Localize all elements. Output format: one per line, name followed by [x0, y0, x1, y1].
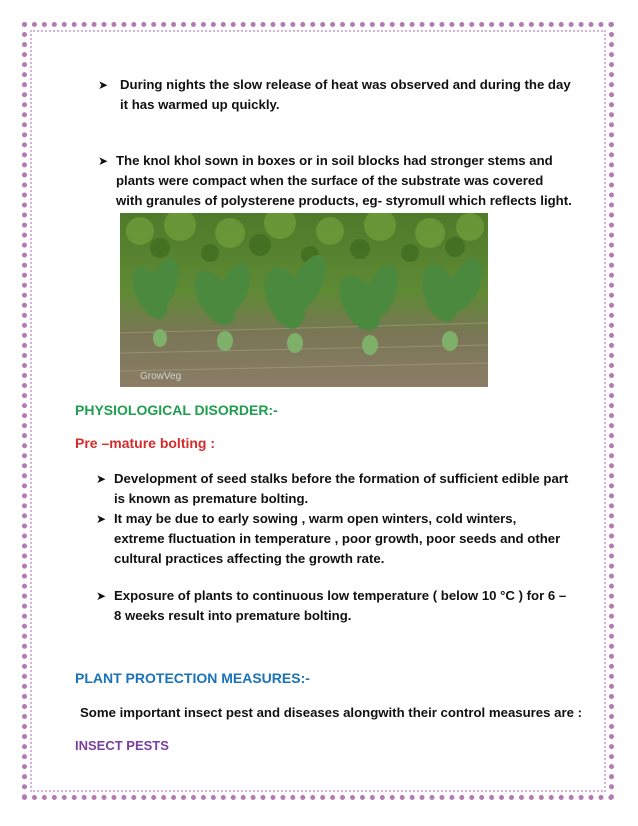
photo-watermark: GrowVeg — [140, 371, 182, 382]
bullet-arrow-icon: ➤ — [96, 512, 107, 526]
bullet-text: The knol khol sown in boxes or in soil blocks had stronger stems and plants were compact when the surface of the substrate was covered with granules of polysterene products, eg- styromull which reflects light. — [116, 153, 572, 208]
bullet-arrow-icon: ➤ — [96, 589, 107, 603]
bullet-text: Development of seed stalks before the formation of sufficient edible part is known as premature bolting. — [114, 471, 569, 506]
premature-bolting-heading: Pre –mature bolting : — [75, 435, 216, 451]
bullet-text: It may be due to early sowing , warm open winters, cold winters, extreme fluctuation in temperature , poor growth, poor seeds and other cultural practices affecting the growth rate. — [114, 511, 561, 566]
insect-pests-heading: INSECT PESTS — [75, 738, 169, 753]
bullet-arrow-icon: ➤ — [98, 78, 109, 92]
intro-text: Some important insect pest and diseases alongwith their control measures are : — [80, 705, 582, 720]
physiological-disorder-heading: PHYSIOLOGICAL DISORDER:- — [75, 402, 278, 418]
bullet-arrow-icon: ➤ — [96, 472, 107, 486]
plant-protection-heading: PLANT PROTECTION MEASURES:- — [75, 670, 310, 686]
bullet-arrow-icon: ➤ — [98, 154, 109, 168]
bullet-text: During nights the slow release of heat was observed and during the day it has warmed up quickly. — [120, 77, 571, 112]
kohlrabi-plants-photo — [120, 213, 488, 387]
bullet-text: Exposure of plants to continuous low temperature ( below 10 °C ) for 6 – 8 weeks result into premature bolting. — [114, 588, 567, 623]
